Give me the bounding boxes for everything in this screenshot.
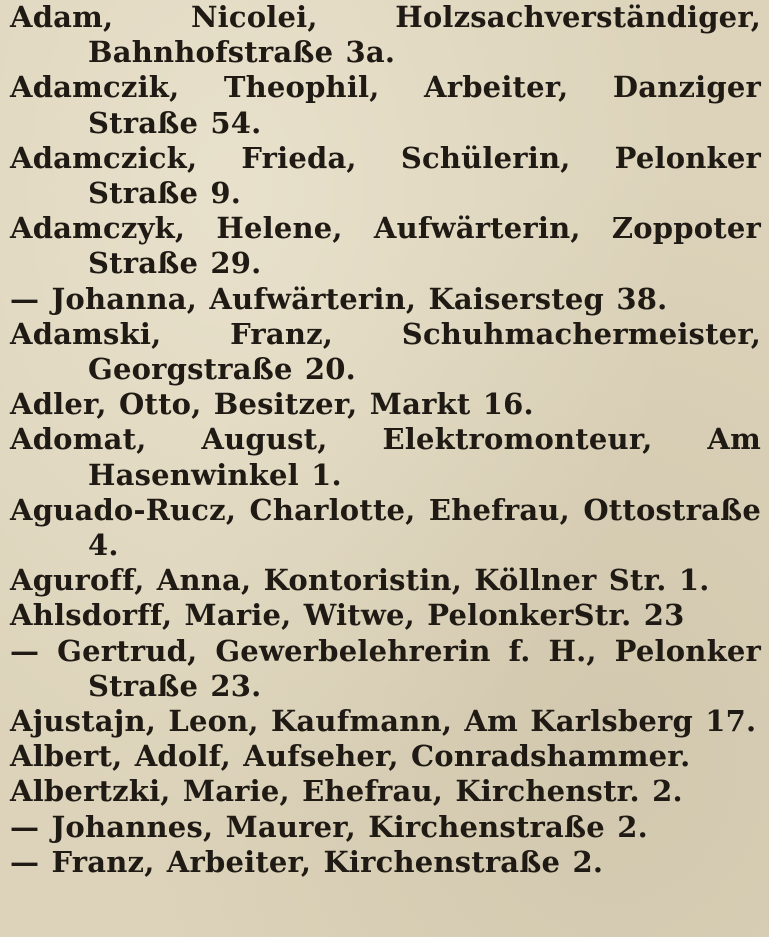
directory-entry-aguroff-anna: Aguroff, Anna, Kontoristin, Köllner Str. 1. bbox=[10, 563, 710, 598]
directory-entry-ajustajn-leon: Ajustajn, Leon, Kaufmann, Am Karlsberg 17. bbox=[10, 704, 757, 739]
directory-entry-ahlsdorff-marie: Ahlsdorff, Marie, Witwe, PelonkerStr. 23 bbox=[10, 598, 685, 633]
directory-entry-adamczik-theophil: Adamczik, Theophil, Arbeiter, Danziger Straße 54. bbox=[10, 70, 761, 140]
directory-entry-adam-nicolei: Adam, Nicolei, Holzsachverständiger, Bahnhofstraße 3a. bbox=[10, 0, 761, 70]
directory-entry-adamski-franz: Adamski, Franz, Schuhmachermeister, Georgstraße 20. bbox=[10, 316, 761, 387]
directory-entry-johanna: — Johanna, Aufwärterin, Kaisersteg 38. bbox=[10, 281, 668, 316]
directory-entry-aguado-rucz-charlotte: Aguado-Rucz, Charlotte, Ehefrau, Ottostraße 4. bbox=[10, 492, 761, 563]
directory-entry-albert-adolf: Albert, Adolf, Aufseher, Conradshammer. bbox=[10, 739, 691, 774]
directory-entry-adamczick-frieda: Adamczick, Frieda, Schülerin, Pelonker Straße 9. bbox=[10, 140, 761, 211]
directory-entry-albertzki-marie: Albertzki, Marie, Ehefrau, Kirchenstr. 2. bbox=[10, 774, 683, 809]
directory-entry-johannes: — Johannes, Maurer, Kirchenstraße 2. bbox=[10, 809, 648, 844]
directory-entry-franz: — Franz, Arbeiter, Kirchenstraße 2. bbox=[10, 844, 604, 879]
directory-entry-adamczyk-helene: Adamczyk, Helene, Aufwärterin, Zoppoter Straße 29. bbox=[10, 211, 761, 281]
directory-entry-adomat-august: Adomat, August, Elektromonteur, Am Hasenwinkel 1. bbox=[10, 422, 761, 492]
directory-entry-gertrud: — Gertrud, Gewerbelehrerin f. H., Pelonker Straße 23. bbox=[10, 633, 761, 703]
directory-entry-adler-otto: Adler, Otto, Besitzer, Markt 16. bbox=[10, 387, 534, 422]
